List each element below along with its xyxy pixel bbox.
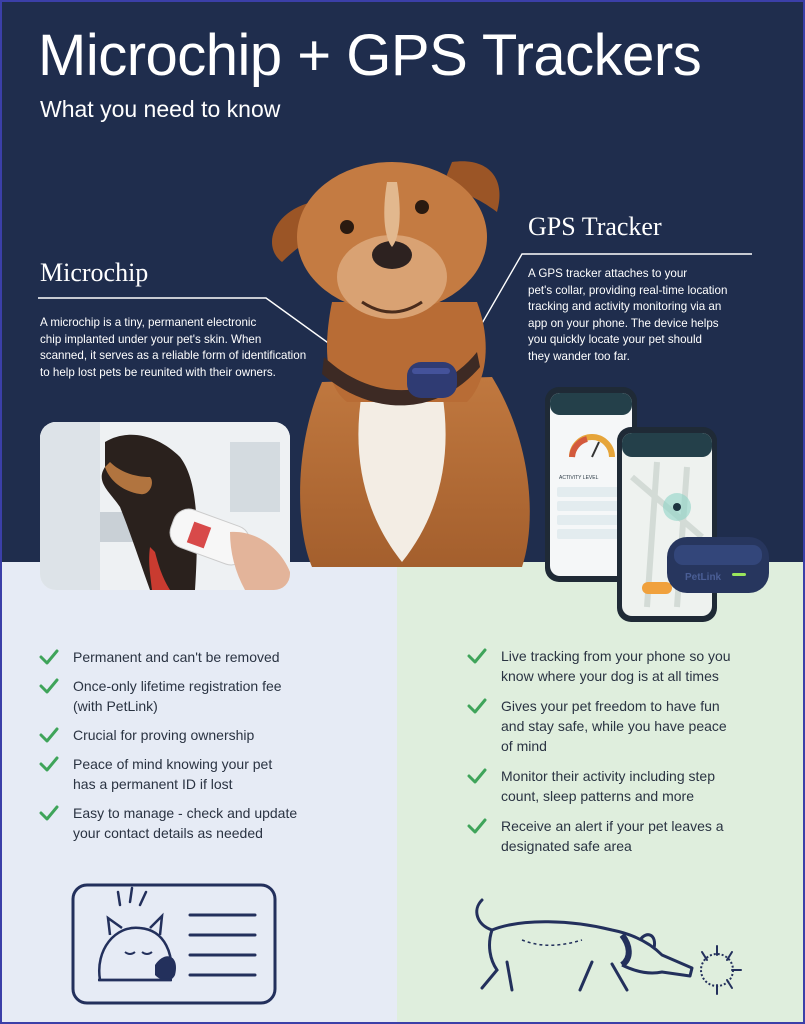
microchip-benefits-list xyxy=(39,647,369,852)
gps-description-line: tracking and activity monitoring via an xyxy=(528,300,722,314)
list-item xyxy=(39,647,369,667)
benefit-text: Live tracking from your phone so you xyxy=(501,648,731,664)
gps-description-line: pet's collar, providing real-time location xyxy=(528,283,728,297)
benefit-text: (with PetLink) xyxy=(73,698,158,714)
page-title: Microchip + GPS Trackers xyxy=(38,23,702,88)
benefit-text: know where your dog is at all times xyxy=(501,668,719,684)
gps-description xyxy=(528,266,768,366)
gps-description-line: they wander too far. xyxy=(528,349,630,363)
gps-heading: GPS Tracker xyxy=(528,212,662,241)
check-icon xyxy=(467,818,487,834)
list-item xyxy=(39,725,369,745)
benefit-text: Receive an alert if your pet leaves a xyxy=(501,818,724,834)
list-item xyxy=(39,754,369,794)
gps-description-line: app on your phone. The device helps xyxy=(528,316,719,330)
list-item xyxy=(467,696,787,756)
benefit-text: and stay safe, while you have peace xyxy=(501,718,727,734)
check-icon xyxy=(39,805,59,821)
list-item xyxy=(39,803,369,843)
microchip-description-line: A microchip is a tiny, permanent electronic xyxy=(40,316,257,329)
benefit-text: count, sleep patterns and more xyxy=(501,788,695,804)
check-icon xyxy=(467,698,487,714)
id-card-cat-icon xyxy=(70,880,280,1008)
check-icon xyxy=(467,768,487,784)
list-item xyxy=(39,676,369,716)
microchip-description-line: chip implanted under your pet's skin. When xyxy=(40,332,262,346)
benefit-text: Gives your pet freedom to have fun xyxy=(501,698,720,714)
microchip-heading: Microchip xyxy=(40,258,149,287)
check-icon xyxy=(39,678,59,694)
benefit-text: Monitor their activity including step xyxy=(501,768,715,784)
microchip-scanner-icon xyxy=(40,422,290,590)
dog-sniffing-icon xyxy=(462,890,752,1010)
benefit-text: designated safe area xyxy=(501,838,632,854)
list-item xyxy=(467,816,787,856)
tracker-brand-label: PetLink xyxy=(685,572,722,583)
gps-description-line: you quickly locate your pet should xyxy=(528,333,703,347)
gps-benefits-list xyxy=(467,646,787,866)
dog-with-collar-image xyxy=(252,152,552,567)
benefit-text: Once-only lifetime registration fee xyxy=(73,678,282,694)
benefit-text: has a permanent ID if lost xyxy=(73,776,233,792)
benefit-text: Easy to manage - check and update xyxy=(73,805,298,821)
gps-app-phones-image xyxy=(537,387,777,627)
check-icon xyxy=(467,648,487,664)
benefit-text: of mind xyxy=(501,738,547,754)
benefit-text: Peace of mind knowing your pet xyxy=(73,756,273,772)
phone-activity-label: ACTIVITY LEVEL xyxy=(559,475,599,481)
microchip-scanning-photo xyxy=(40,422,290,590)
check-icon xyxy=(39,649,59,665)
benefit-text: Crucial for proving ownership xyxy=(73,727,255,743)
microchip-description-line: scanned, it serves as a reliable form of identification xyxy=(40,349,307,363)
gps-description-line: A GPS tracker attaches to your xyxy=(528,267,688,280)
check-icon xyxy=(39,727,59,743)
list-item xyxy=(467,646,787,686)
page-subtitle: What you need to know xyxy=(40,96,281,122)
list-item xyxy=(467,766,787,806)
benefit-text: Permanent and can't be removed xyxy=(73,649,280,665)
check-icon xyxy=(39,756,59,772)
benefit-text: your contact details as needed xyxy=(73,825,263,841)
microchip-description-line: to help lost pets be reunited with their owners. xyxy=(40,365,276,379)
